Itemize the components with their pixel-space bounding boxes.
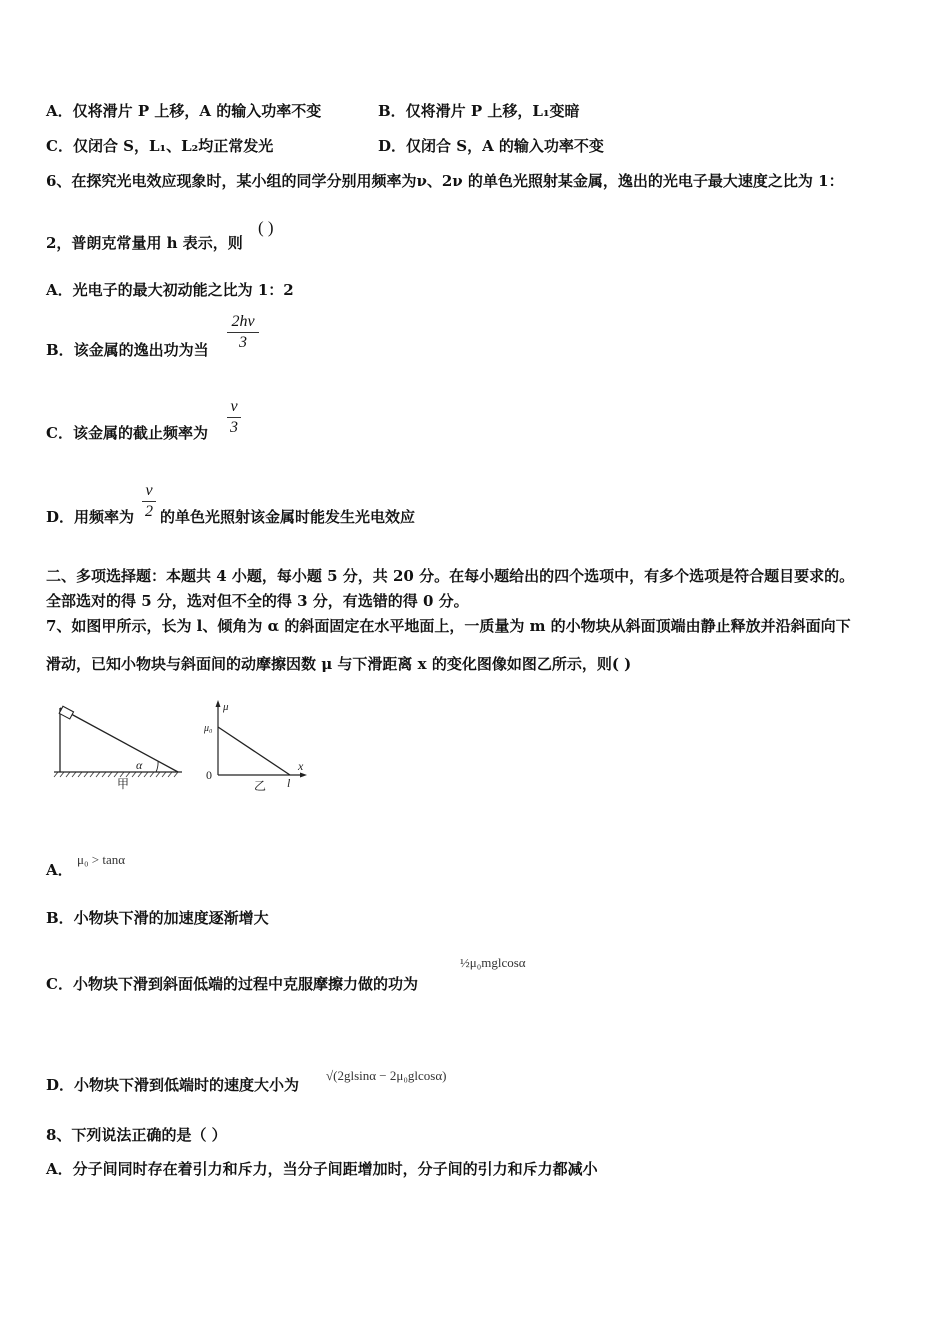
fraction-denominator: 3 xyxy=(239,334,247,351)
q5-option-a: A．仅将滑片 P 上移，A 的输入功率不变 xyxy=(46,102,322,120)
q7-stem-line2: 滑动，已知小物块与斜面间的动摩擦因数 μ 与下滑距离 x 的变化图像如图乙所示，则( ) xyxy=(46,655,632,673)
fraction-numerator: ν xyxy=(145,482,153,499)
q6-option-b-fraction xyxy=(227,313,259,352)
mu-axis-arrow xyxy=(216,700,221,707)
q5-option-b: B．仅将滑片 P 上移，L₁变暗 xyxy=(378,102,580,120)
q6-option-b-text: B．该金属的逸出功为当 xyxy=(46,341,209,359)
q7-option-b: B．小物块下滑的加速度逐渐增大 xyxy=(46,909,269,927)
q6-option-d-pre: D．用频率为 xyxy=(46,508,135,526)
origin-label: 0 xyxy=(206,768,212,782)
fraction-bar xyxy=(142,501,156,502)
figure-jia xyxy=(50,700,190,792)
q5-option-d: D．仅闭合 S，A 的输入功率不变 xyxy=(378,137,604,155)
q6-answer-paren: ( ) xyxy=(258,218,274,237)
fraction-denominator: 2 xyxy=(145,503,153,520)
x-axis-arrow xyxy=(300,773,307,778)
q5-option-c: C．仅闭合 S，L₁、L₂均正常发光 xyxy=(46,137,274,155)
q8-option-a: A．分子间同时存在着引力和斥力，当分子间距增加时，分子间的引力和斥力都减小 xyxy=(46,1160,598,1178)
mu0-label: μ₀ xyxy=(204,723,213,734)
fraction-denominator: 3 xyxy=(230,419,238,436)
section2-line2: 全部选对的得 5 分，选对但不全的得 3 分，有选错的得 0 分。 xyxy=(46,592,469,610)
q7-option-d-math: √(2glsinα − 2μ₀glcosα) xyxy=(326,1068,447,1083)
section2-line1: 二、多项选择题：本题共 4 小题，每小题 5 分，共 20 分。在每小题给出的四个选项中，有多个选项是符合题目要求的。 xyxy=(46,567,855,585)
q6-stem-line1: 6、在探究光电效应现象时，某小组的同学分别用频率为ν、2ν 的单色光照射某金属，逸出的光电子最大速度之比为 1： xyxy=(46,172,844,190)
q8-stem: 8、下列说法正确的是（ ） xyxy=(46,1126,227,1144)
q6-option-c-fraction xyxy=(227,398,241,437)
fraction-bar xyxy=(227,417,241,418)
q7-stem-line1: 7、如图甲所示，长为 l、倾角为 α 的斜面固定在水平地面上，一质量为 m 的小物块从斜面顶端由静止释放并沿斜面向下 xyxy=(46,617,851,635)
figure-yi xyxy=(200,697,312,795)
figure-yi-label: 乙 xyxy=(254,779,267,793)
fraction-numerator: ν xyxy=(230,398,238,415)
q7-option-a-math: μ₀ > tanα xyxy=(77,852,126,867)
l-label: l xyxy=(287,776,291,790)
q7-option-c-text: C．小物块下滑到斜面低端的过程中克服摩擦力做的功为 xyxy=(46,975,418,993)
q6-option-c-text: C．该金属的截止频率为 xyxy=(46,424,208,442)
q7-option-c-math: ½μ₀mglcosα xyxy=(460,955,526,970)
fraction-numerator: 2hν xyxy=(231,313,255,330)
mu-axis-label: μ xyxy=(223,701,229,713)
q7-option-d-text: D．小物块下滑到低端时的速度大小为 xyxy=(46,1076,300,1094)
mu-line xyxy=(218,727,290,775)
q6-option-d-post: 的单色光照射该金属时能发生光电效应 xyxy=(160,508,416,526)
angle-arc xyxy=(156,761,158,772)
fraction-bar xyxy=(227,332,259,333)
q6-option-a: A．光电子的最大初动能之比为 1：2 xyxy=(46,281,294,299)
q6-stem-line2: 2，普朗克常量用 h 表示，则 xyxy=(46,234,243,252)
q7-option-a-label: A． xyxy=(46,861,73,879)
small-block xyxy=(59,706,73,719)
figure-jia-label: 甲 xyxy=(117,777,130,791)
x-axis-label: x xyxy=(298,759,304,773)
incline-slope xyxy=(60,708,178,772)
angle-label: α xyxy=(136,758,143,772)
ground-hatching xyxy=(54,772,178,777)
q6-option-d-fraction xyxy=(142,482,156,521)
